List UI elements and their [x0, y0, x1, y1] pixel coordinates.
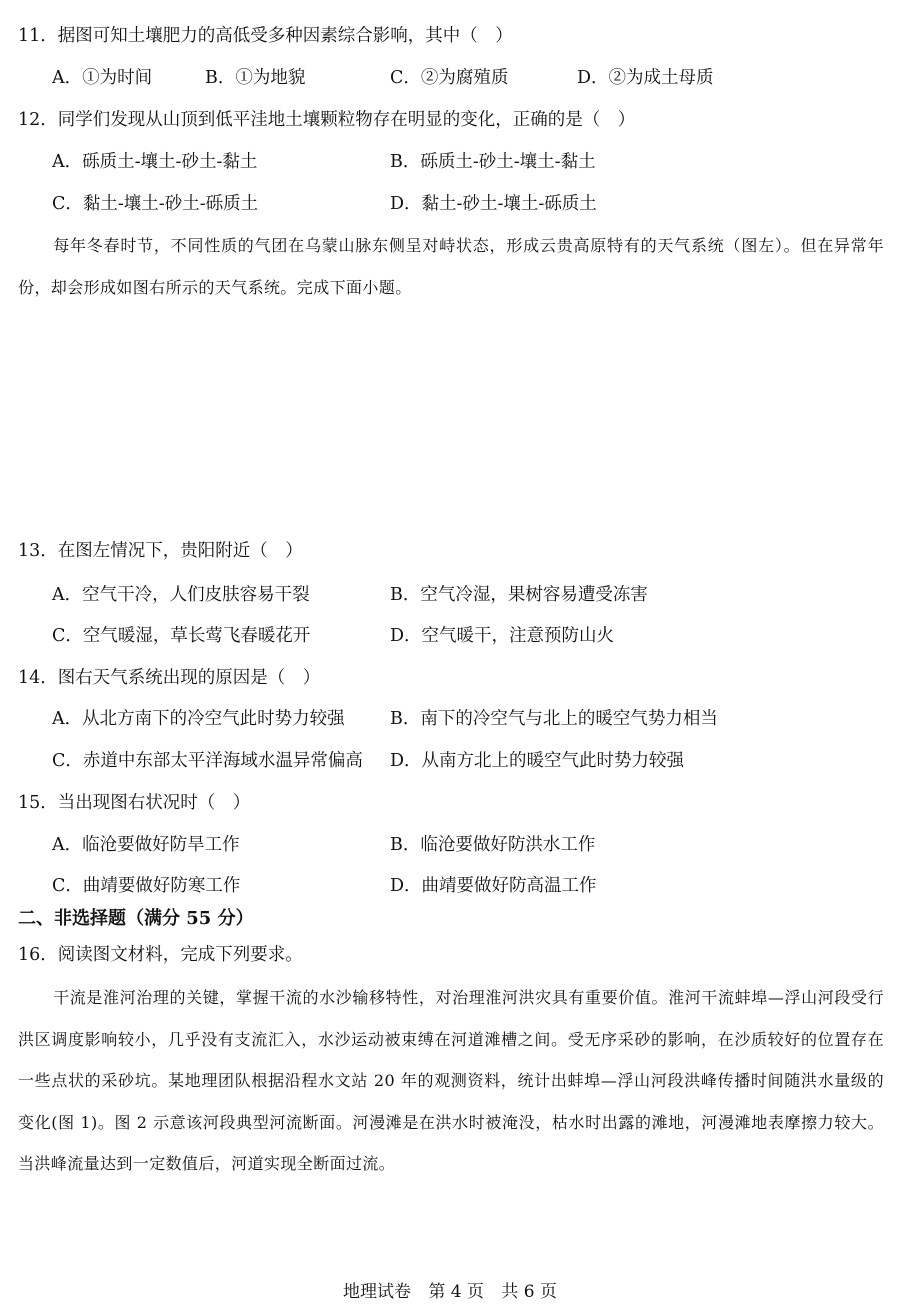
question-12-option-c: C．黏土-壤土-砂土-砾质土: [52, 194, 259, 214]
question-15-option-d: D．曲靖要做好防高温工作: [390, 876, 597, 896]
footer-subject: 地理试卷: [342, 1282, 411, 1302]
question-14-stem: 14．图右天气系统出现的原因是（ ）: [18, 668, 321, 688]
footer-total-pages: 共 6 页: [501, 1282, 558, 1302]
material-paragraph-huaihe: [18, 977, 884, 1185]
question-13-stem: 13．在图左情况下，贵阳附近（ ）: [18, 541, 303, 561]
question-11-option-a: A．①为时间: [52, 68, 153, 88]
figure-placeholder: [18, 318, 884, 530]
question-15-option-a: A．临沧要做好防旱工作: [52, 835, 240, 855]
section-heading: 二、非选择题（满分 55 分）: [18, 908, 254, 929]
question-15-option-c: C．曲靖要做好防寒工作: [52, 876, 241, 896]
question-16-stem: 16．阅读图文材料，完成下列要求。: [18, 945, 303, 965]
question-11-option-b: B．①为地貌: [205, 68, 306, 88]
question-12-option-a: A．砾质土-壤土-砂土-黏土: [52, 152, 258, 172]
question-14-option-a: A．从北方南下的冷空气此时势力较强: [52, 709, 345, 729]
question-11-option-d: D．②为成土母质: [577, 68, 714, 88]
footer-page-number: 第 4 页: [428, 1282, 484, 1302]
question-13-option-b: B．空气冷湿，果树容易遭受冻害: [390, 585, 648, 605]
question-14-option-d: D．从南方北上的暖空气此时势力较强: [390, 751, 685, 771]
question-14-option-c: C．赤道中东部太平洋海域水温异常偏高: [52, 751, 363, 771]
question-12-option-b: B．砾质土-砂土-壤土-黏土: [390, 152, 596, 172]
material-text: 每年冬春时节，不同性质的气团在乌蒙山脉东侧呈对峙状态，形成云贵高原特有的天气系统（图左）。但在异常年份，却会形成如图右所示的天气系统。完成下面小题。: [18, 236, 884, 297]
question-14-option-b: B．南下的冷空气与北上的暖空气势力相当: [390, 709, 718, 729]
question-13-option-a: A．空气干冷，人们皮肤容易干裂: [52, 585, 310, 605]
material-text: 干流是淮河治理的关键，掌握干流的水沙输移特性，对治理淮河洪灾具有重要价值。淮河干流蚌埠—浮山河段受行洪区调度影响较小，几乎没有支流汇入，水沙运动被束缚在河道滩槽之间。受无序采砂的影响，在沙质较好的位置存在一些点状的采砂坑。某地理团队根据沿程水文站 20 年的观测资料，统计出蚌埠—浮山河段洪峰传播时间随洪水量级的变化(图 1)。图 2 示意该河段典型河流断面。河漫滩是在洪水时被淹没，枯水时出露的滩地，河漫滩地表摩擦力较大。当洪峰流量达到一定数值后，河道实现全断面过流。: [18, 988, 884, 1173]
question-11-stem: 11．据图可知土壤肥力的高低受多种因素综合影响，其中（ ）: [18, 26, 513, 46]
question-12-stem: 12．同学们发现从山顶到低平洼地土壤颗粒物存在明显的变化，正确的是（ ）: [18, 110, 636, 130]
question-13-option-d: D．空气暖干，注意预防山火: [390, 626, 615, 646]
page-footer: [0, 1277, 900, 1302]
question-15-option-b: B．临沧要做好防洪水工作: [390, 835, 596, 855]
material-paragraph-weather: [18, 225, 884, 308]
question-11-option-c: C．②为腐殖质: [390, 68, 509, 88]
question-12-option-d: D．黏土-砂土-壤土-砾质土: [390, 194, 597, 214]
question-15-stem: 15．当出现图右状况时（ ）: [18, 793, 251, 813]
question-13-option-c: C．空气暖湿，草长莺飞春暖花开: [52, 626, 311, 646]
